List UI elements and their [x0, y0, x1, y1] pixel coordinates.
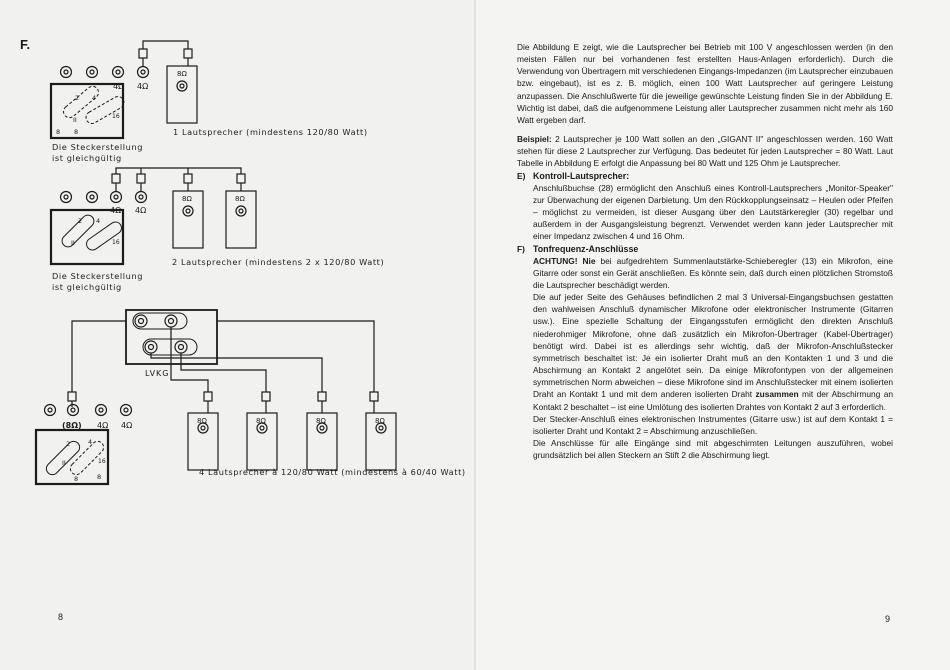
figure3-jacks — [45, 405, 132, 416]
fig2-wire — [116, 168, 241, 191]
fig3-bus-wire — [72, 321, 374, 392]
lvkg-label: LVKG — [145, 369, 170, 378]
fig3-speaker4-label: 8Ω — [375, 417, 385, 425]
fig1-note-line2: ist gleichgültig — [52, 153, 122, 163]
fig3-speaker1-label: 8Ω — [197, 417, 207, 425]
fig1-caption: 1 Lautsprecher (mindestens 120/80 Watt) — [173, 127, 368, 137]
warning-label: ACHTUNG! Nie — [533, 255, 596, 266]
fig3-pin-16: 16 — [98, 458, 106, 465]
fig3-jack-label-8: (8Ω) — [62, 421, 82, 430]
warning-paragraph — [533, 255, 893, 291]
fig2-jack-label-4a: 4Ω — [110, 206, 122, 215]
warning-text: bei aufgedrehtem Summenlautstärke-Schieberegler (13) ein Mikrofon, eine Gitarre oder sonst ein Gerät anschließen. Es könnte sein, daß durch einen plötzlichen Stromstoß die Lautsprecher beschädigt werden. — [533, 255, 893, 290]
section-e-title: Kontroll-Lautsprecher: — [533, 170, 630, 181]
fig2-speaker1-label: 8Ω — [182, 195, 192, 203]
figure2-wiring — [51, 168, 256, 264]
fig1-speaker-label: 8Ω — [177, 70, 187, 78]
fig1-pin-4: 4 — [92, 94, 97, 102]
section-f-heading — [517, 243, 893, 255]
fig2-pin-ii: II — [71, 239, 75, 247]
fig2-selector-plugs — [60, 213, 124, 253]
instrument-paragraph: Der Stecker-Anschluß eines elektronischen Instrumentes (Gitarre usw.) ist auf dem Kontakt 1 = isolierter Draht und Kontakt 2 = Abschirmung anzuschließen. — [533, 413, 893, 436]
fig2-pin-16: 16 — [112, 239, 120, 246]
page-number-right: 9 — [885, 614, 891, 624]
fig3-jack-label-4a: 4Ω — [97, 421, 109, 430]
fig1-speaker-jack — [177, 81, 187, 91]
fig1-jack-label-4b: 4Ω — [137, 82, 149, 91]
fig2-note-line2: ist gleichgültig — [52, 282, 122, 292]
para2-text: Die auf jeder Seite des Gehäuses befindlichen 2 mal 3 Universal-Eingangsbuchsen gestatten den wahlweisen Anschluß dynamischer Mikrofone oder elektronischer Instrumente (Gitarren usw.). Eine spezielle Schaltung der Eingangsstufen ermöglicht den direkten Anschluß niederohmiger Mikrofone, ohne daß zusätzlich ein Mikrofon-Übertrager (Kabel-Übertrager) benötigt wird. Dabei ist es allerdings sehr wichtig, daß der Mikrofon-Anschlußstecker symmetrisch beschaltet ist: Je ein isolierter Draht muß an den Kontakten 1 und 3 und die Abschirmung an Kontakt 2 angelötet sein. Da einige Mikrofontypen von der allgemeinen symmetrischen Norm abweichen – diese Mikrofone sind im Anschlußstecker mit einem isolierten Draht an Kontakt 1 und mit dem anderen isolierten Draht — [533, 292, 893, 400]
fig2-note-line1: Die Steckerstellung — [52, 271, 144, 281]
inputs-paragraph — [533, 291, 893, 413]
fig2-speaker2-label: 8Ω — [235, 195, 245, 203]
figure1-jacks — [61, 67, 149, 78]
section-letter-f: F. — [20, 37, 31, 52]
fig3-pin-8b: 8 — [97, 473, 102, 481]
example-label: Beispiel: — [517, 134, 552, 145]
fig2-caption: 2 Lautsprecher (mindestens 2 x 120/80 Watt) — [172, 257, 385, 267]
fig1-pin-16: 16 — [112, 113, 120, 120]
fig3-pin-4: 4 — [88, 438, 93, 446]
section-e-heading — [517, 170, 893, 182]
section-e-letter: E) — [517, 170, 526, 181]
fig2-pin-2: 2 — [78, 217, 83, 225]
fig1-selector-box — [51, 84, 123, 138]
fig1-pin-2: 2 — [75, 94, 80, 102]
fig1-plug-b — [184, 49, 192, 58]
figure2-jacks — [61, 192, 147, 203]
fig1-wire — [143, 41, 188, 66]
figure3-wiring — [36, 310, 396, 484]
fig3-jack-label-4b: 4Ω — [121, 421, 133, 430]
para2-bold: zusammen — [755, 389, 799, 400]
section-e-text: Anschlußbuchse (28) ermöglicht den Anschluß eines Kontroll-Lautsprechers „Monitor-Speaker" zur Überwachung der eigenen Darbietung. Um den Rückkopplungseinsatz – Heulen oder Pfeifen – möglichst zu vermeiden, ist dieser Ausgang über den Lautstärkeregler (30) regelbar und außerdem in der Ausgangsleistung begrenzt. Verwendet werden kann jeder Lautsprecher mit einer Impedanz zwischen 4 und 16 Ohm. — [533, 182, 893, 242]
fig1-plug-a — [139, 49, 147, 58]
shielding-paragraph: Die Anschlüsse für alle Eingänge sind mit abgeschirmten Leitungen auszuführen, wobei grundsätzlich bei allen Steckern an Stift 2 die Abschirmung liegt. — [533, 438, 893, 461]
fig2-pin-4: 4 — [96, 217, 101, 225]
intro-paragraph: Die Abbildung E zeigt, wie die Lautsprecher bei Betrieb mit 100 V angeschlossen werden (in den meisten Fällen nur bei vorhandenen fest erstellten Haus-Anlagen erforderlich). Durch die Verwendung von Übertragern mit verschiedenen Eingangs-Impedanzen (im Lautsprecher einzubauen bzw. eingebaut), ist es z. B. möglich, einen 100 Watt Lautsprecher auf geringere Leistung anzupassen. Die Anschlußwerte für die jeweilige gewünschte Leistung finden Sie in der Abbildung E. Wichtig ist dabei, daß die aufgenommene Leistung aller Lautsprecher zusammen nicht mehr als 160 Watt ergeben darf. — [517, 42, 893, 125]
fig3-pin-ii: II — [62, 459, 66, 467]
fig1-pin-8a: 8 — [56, 128, 61, 136]
example-text: 2 Lautsprecher je 100 Watt sollen an den „GIGANT II" angeschlossen werden. 160 Watt stehen für diese 2 Lautsprecher zur Verfügung. Das bedeutet für jeden Lautsprecher = 80 Watt. Laut Tabelle in Abbildung E erfolgt die Anpassung bei 80 Watt und 125 Ohm je Lautsprecher. — [517, 134, 894, 169]
para2-end: mit der Abschirmung an Kontakt 2 beschaltet – ist eine Umlötung des isolierten Drahtes von Kontakt 2 auf 3 erforderlich. — [533, 389, 893, 412]
fig3-speaker3-label: 8Ω — [316, 417, 326, 425]
section-f-body — [517, 255, 893, 462]
fig1-pin-ii: II — [73, 116, 77, 124]
page-number-left: 8 — [58, 612, 64, 622]
section-f-title: Tonfrequenz-Anschlüsse — [533, 243, 639, 254]
fig1-note-line1: Die Steckerstellung — [52, 142, 144, 152]
figure1-wiring — [51, 41, 197, 138]
fig1-jack-label-4a: 4Ω — [113, 82, 125, 91]
section-f-letter: F) — [517, 243, 525, 254]
fig1-pin-8b: 8 — [74, 128, 79, 136]
example-paragraph — [517, 133, 893, 169]
fig2-jack-label-4b: 4Ω — [135, 206, 147, 215]
fig3-selector-plugs — [44, 439, 106, 477]
fig3-pin-2: 2 — [66, 440, 71, 448]
fig3-speaker2-label: 8Ω — [256, 417, 266, 425]
fig3-caption: 4 Lautsprecher à 120/80 Watt (mindestens à 60/40 Watt) — [199, 467, 466, 477]
fig3-pin-8a: 8 — [74, 475, 79, 483]
right-page-text — [517, 41, 893, 461]
